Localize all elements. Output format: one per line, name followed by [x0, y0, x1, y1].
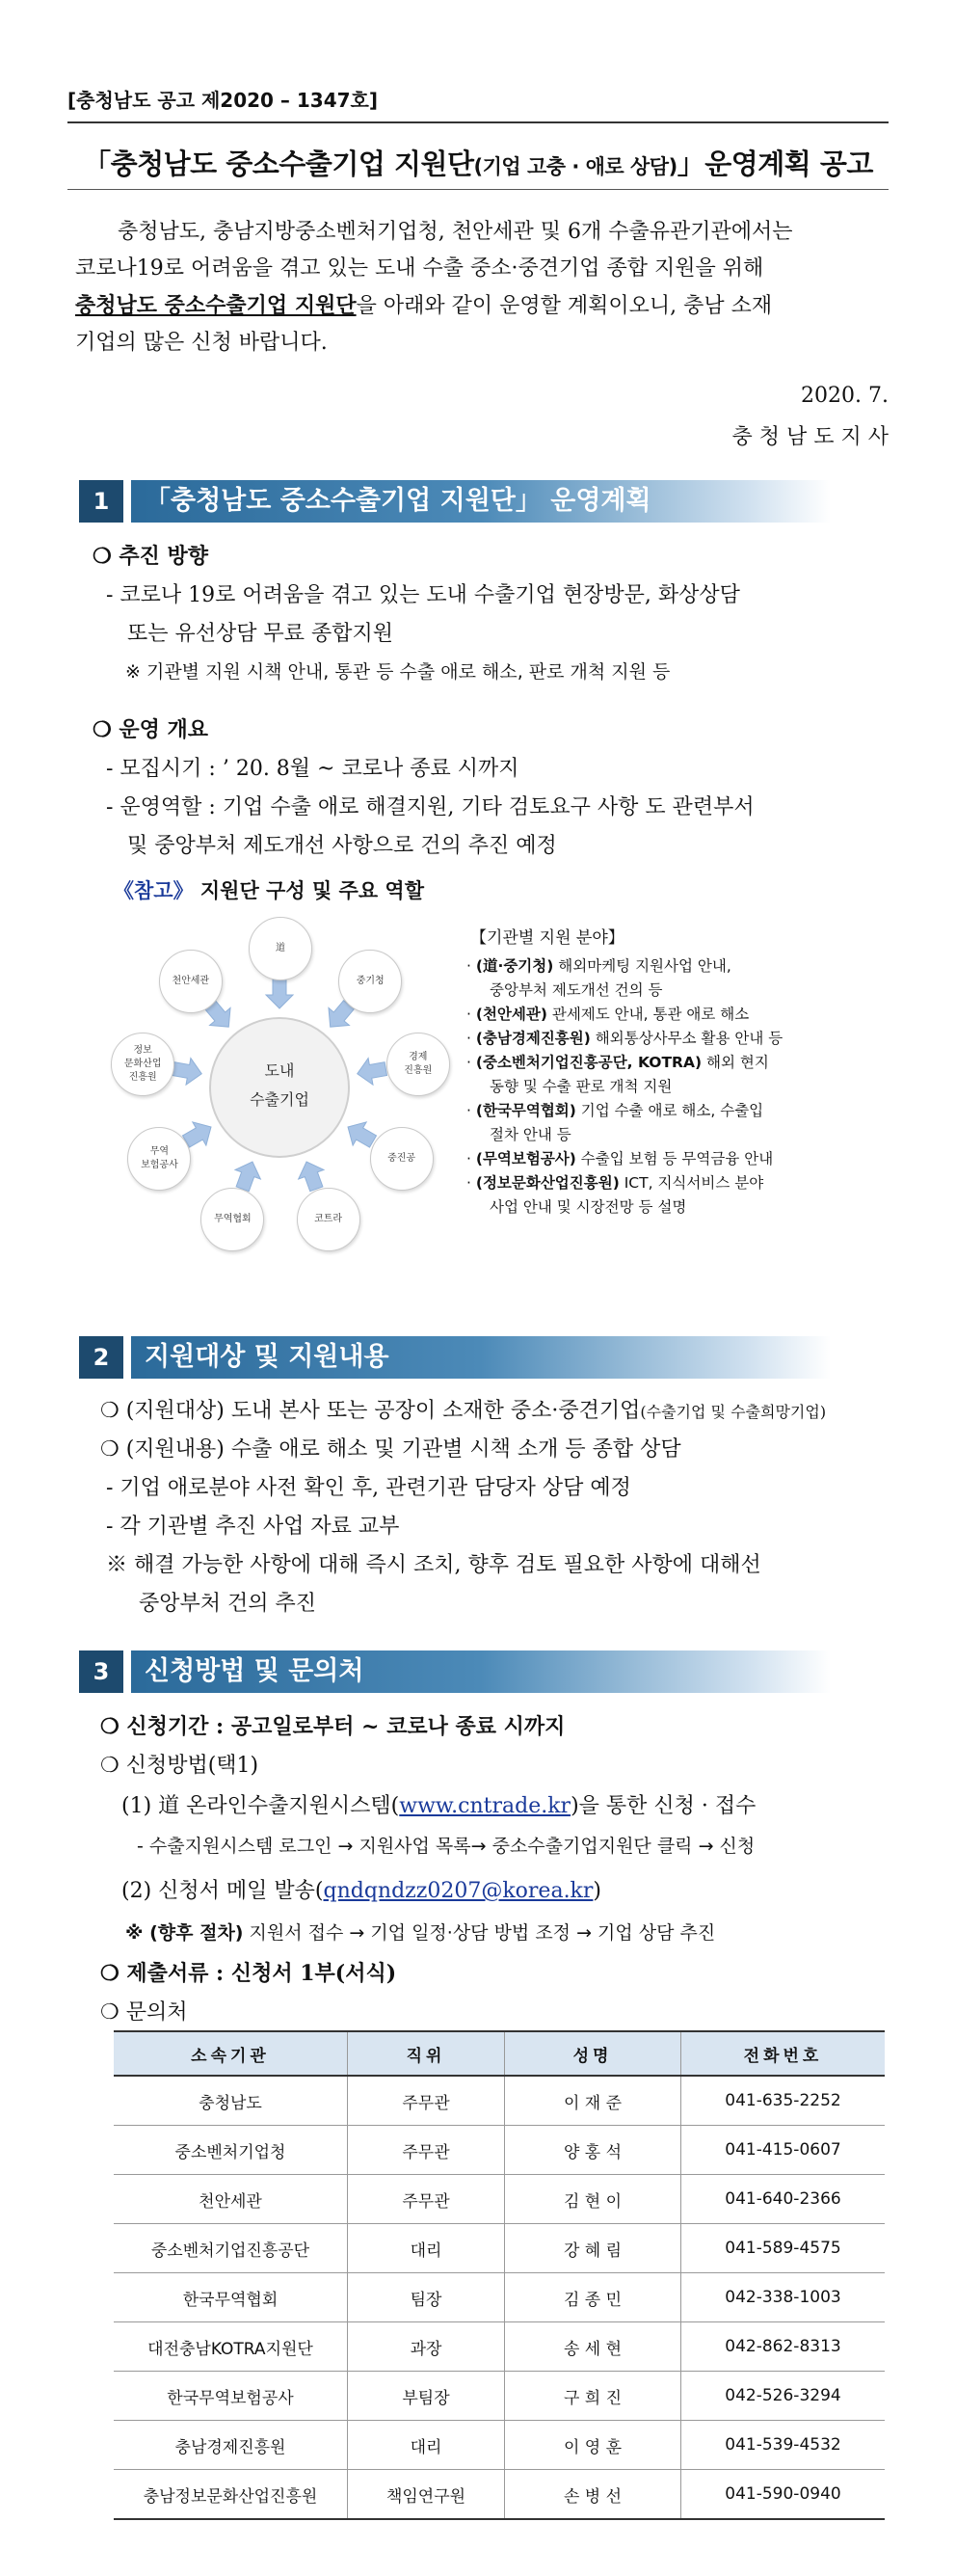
- cell-phone: 041-539-4532: [681, 2421, 886, 2470]
- cell-phone: 042-526-3294: [681, 2372, 886, 2421]
- process-text: 지원서 접수 → 기업 일정·상담 방법 조정 → 기업 상담 추진: [243, 1922, 716, 1944]
- column-header: 직위: [348, 2031, 505, 2076]
- title-main-left: 「충청남도 중소수출기업 지원단: [83, 148, 474, 180]
- support-text: 수출입 보험 등 무역금융 안내: [575, 1150, 774, 1167]
- cell-name: 강 혜 림: [505, 2224, 681, 2273]
- notice-date: 2020. 7.: [801, 384, 889, 408]
- method-1-text: )을 통한 신청 · 접수: [571, 1794, 757, 1818]
- diagram-node: 천안세관: [159, 950, 223, 1013]
- bullet: ·: [466, 957, 476, 975]
- support-text: 해외마케팅 지원사업 안내,: [553, 957, 731, 975]
- cell-name: 이 영 훈: [505, 2421, 681, 2470]
- apply-process: [125, 1919, 715, 1945]
- cell-organization: 천안세관: [114, 2175, 348, 2224]
- notice-number: [충청남도 공고 제2020 – 1347호]: [67, 89, 379, 112]
- table-row: [114, 2175, 885, 2224]
- diagram-center-line: 도내: [264, 1061, 295, 1080]
- diagram-node: 道: [249, 917, 312, 980]
- diagram-node: 코트라: [297, 1188, 360, 1251]
- overview-line: - 모집시기 : ’ 20. 8월 ~ 코로나 종료 시까지: [106, 757, 519, 781]
- cell-position: 대리: [348, 2421, 505, 2470]
- table-row: [114, 2076, 885, 2126]
- content-note: 중앙부처 건의 추진: [139, 1592, 317, 1616]
- support-org: (정보문화산업진흥원): [475, 1174, 620, 1192]
- target-text: ❍ (지원대상) 도내 본사 또는 공장이 소재한 중소·중견기업: [100, 1399, 641, 1423]
- apply-method-1-flow: - 수출지원시스템 로그인 → 지원사업 목록→ 중소수출기업지원단 클릭 → 신청: [137, 1836, 756, 1857]
- table-row: [114, 2470, 885, 2520]
- reference-label: 《참고》: [114, 879, 194, 902]
- support-item: [466, 1099, 910, 1123]
- support-item-continued: 동향 및 수출 판로 개척 지원: [490, 1078, 673, 1095]
- support-org: (한국무역협회): [475, 1102, 576, 1119]
- support-item-continued: 중앙부처 제도개선 건의 등: [490, 981, 663, 999]
- cell-name: 송 세 현: [505, 2322, 681, 2372]
- diagram-node: 중진공: [370, 1127, 434, 1191]
- direction-line: - 코로나 19로 어려움을 겪고 있는 도내 수출기업 현장방문, 화상상담: [106, 583, 740, 607]
- support-text: 해외통상사무소 활용 안내 등: [590, 1030, 783, 1047]
- title-top-rule: [67, 121, 889, 123]
- cell-name: 김 현 이: [505, 2175, 681, 2224]
- intro-line: 충청남도, 충남지방중소벤처기업청, 천안세관 및 6개 수출유관기관에서는: [118, 220, 793, 244]
- cell-organization: 충청남도: [114, 2076, 348, 2126]
- cell-name: 이 재 준: [505, 2076, 681, 2126]
- title-bottom-rule: [67, 189, 889, 190]
- diagram-node: 무역협회: [200, 1188, 264, 1251]
- support-org: (천안세관): [475, 1006, 547, 1023]
- contact-heading: ❍ 문의처: [100, 2000, 188, 2025]
- support-text: 관세제도 안내, 통관 애로 해소: [546, 1006, 750, 1023]
- notice-signer: 충 청 남 도 지 사: [731, 425, 889, 449]
- intro-line: 코로나19로 어려움을 겪고 있는 도내 수출 중소·중견기업 종합 지원을 위해: [75, 256, 764, 281]
- table-row: [114, 2372, 885, 2421]
- cell-position: 대리: [348, 2224, 505, 2273]
- support-item: [466, 1003, 910, 1027]
- cell-organization: 한국무역보험공사: [114, 2372, 348, 2421]
- support-item-continued: 절차 안내 등: [490, 1126, 571, 1143]
- cell-position: 주무관: [348, 2076, 505, 2126]
- section-title: 신청방법 및 문의처: [131, 1650, 831, 1693]
- bullet: ·: [466, 1174, 476, 1192]
- support-item-continued: 사업 안내 및 시장전망 등 설명: [490, 1198, 687, 1216]
- method-2-text: ): [593, 1879, 602, 1903]
- column-header: 성명: [505, 2031, 681, 2076]
- section-1-header: [79, 480, 831, 523]
- support-item: [466, 1051, 910, 1075]
- cell-position: 팀장: [348, 2273, 505, 2322]
- support-org: (충남경제진흥원): [475, 1030, 591, 1047]
- cntrade-link[interactable]: www.cntrade.kr: [399, 1794, 571, 1818]
- support-text: 해외 현지: [702, 1054, 769, 1071]
- overview-line: - 운영역할 : 기업 수출 애로 해결지원, 기타 검토요구 사항 도 관련부서: [106, 795, 755, 819]
- method-1-text: (1) 道 온라인수출지원시스템(: [121, 1794, 400, 1818]
- table-row: [114, 2421, 885, 2470]
- column-header: 소속기관: [114, 2031, 348, 2076]
- cell-phone: 042-862-8313: [681, 2322, 886, 2372]
- apply-period: ❍ 신청기간 : 공고일로부터 ~ 코로나 종료 시까지: [100, 1714, 566, 1739]
- table-header-row: [114, 2031, 885, 2076]
- section-2-header: [79, 1336, 831, 1379]
- cell-position: 주무관: [348, 2175, 505, 2224]
- section-number: 3: [79, 1650, 123, 1693]
- process-label: ※ (향후 절차): [125, 1922, 244, 1944]
- bullet: ·: [466, 1150, 476, 1167]
- support-text: ICT, 지식서비스 분야: [619, 1174, 764, 1192]
- target-small: (수출기업 및 수출희망기업): [640, 1403, 827, 1421]
- support-text: 기업 수출 애로 해소, 수출입: [575, 1102, 764, 1119]
- content-line: - 기업 애로분야 사전 확인 후, 관련기관 담당자 상담 예정: [106, 1476, 631, 1500]
- support-org: (道·중기청): [475, 957, 554, 975]
- support-item: [466, 954, 910, 979]
- support-item: [466, 1147, 910, 1171]
- table-row: [114, 2224, 885, 2273]
- cell-name: 구 희 진: [505, 2372, 681, 2421]
- required-documents: ❍ 제출서류 : 신청서 1부(서식): [100, 1961, 397, 1986]
- cell-organization: 중소벤처기업청: [114, 2126, 348, 2175]
- cell-organization: 한국무역협회: [114, 2273, 348, 2322]
- cell-phone: 041-590-0940: [681, 2470, 886, 2520]
- direction-line: 또는 유선상담 무료 종합지원: [127, 622, 394, 646]
- table-row: [114, 2126, 885, 2175]
- bullet: ·: [466, 1102, 476, 1119]
- cell-name: 김 종 민: [505, 2273, 681, 2322]
- diagram-center: [210, 1057, 349, 1114]
- section-number: 1: [79, 480, 123, 523]
- cell-phone: 042-338-1003: [681, 2273, 886, 2322]
- diagram-node: 경제 진흥원: [386, 1033, 450, 1096]
- title-small: (기업 고충 · 애로 상담): [473, 155, 677, 178]
- intro-highlight: 충청남도 중소수출기업 지원단: [75, 293, 357, 318]
- target-line: [100, 1394, 826, 1424]
- title-main-right: 」운영계획 공고: [677, 148, 873, 180]
- cell-name: 손 병 선: [505, 2470, 681, 2520]
- table-row: [114, 2322, 885, 2372]
- cell-position: 책임연구원: [348, 2470, 505, 2520]
- direction-heading: ❍ 추진 방향: [93, 544, 209, 569]
- cell-organization: 중소벤처기업진흥공단: [114, 2224, 348, 2273]
- support-org: (무역보험공사): [475, 1150, 576, 1167]
- bullet: ·: [466, 1006, 476, 1023]
- content-line: ❍ (지원내용) 수출 애로 해소 및 기관별 시책 소개 등 종합 상담: [100, 1437, 681, 1462]
- content-line: - 각 기관별 추진 사업 자료 교부: [106, 1515, 400, 1539]
- cell-position: 부팀장: [348, 2372, 505, 2421]
- cell-phone: 041-635-2252: [681, 2076, 886, 2126]
- section-3-header: [79, 1650, 831, 1693]
- cell-organization: 충남정보문화산업진흥원: [114, 2470, 348, 2520]
- table-row: [114, 2273, 885, 2322]
- intro-line: 기업의 많은 신청 바랍니다.: [75, 331, 328, 355]
- organization-diagram: [106, 914, 453, 1261]
- apply-method-1: [121, 1789, 756, 1819]
- cell-organization: 충남경제진흥원: [114, 2421, 348, 2470]
- support-org: (중소벤처기업진흥공단, KOTRA): [475, 1054, 703, 1071]
- diagram-node: 무역 보험공사: [127, 1127, 191, 1191]
- intro-line: [75, 287, 894, 325]
- email-link[interactable]: qndqndzz0207@korea.kr: [323, 1879, 594, 1903]
- cell-name: 양 홍 석: [505, 2126, 681, 2175]
- cell-phone: 041-589-4575: [681, 2224, 886, 2273]
- section-number: 2: [79, 1336, 123, 1379]
- direction-note: ※ 기관별 지원 시책 안내, 통관 등 수출 애로 해소, 판로 개척 지원 등: [125, 661, 671, 683]
- contact-table: [114, 2030, 885, 2520]
- support-item: [466, 1027, 910, 1051]
- support-heading: 【기관별 지원 분야】: [470, 928, 624, 948]
- contact-table-body: [114, 2076, 885, 2519]
- support-item: [466, 1171, 910, 1195]
- page-title: [67, 143, 889, 182]
- diagram-node: 정보 문화산업 진흥원: [111, 1033, 174, 1096]
- cell-position: 주무관: [348, 2126, 505, 2175]
- overview-line: 및 중앙부처 제도개선 사항으로 건의 추진 예정: [127, 834, 557, 858]
- section-title: 지원대상 및 지원내용: [131, 1336, 831, 1379]
- diagram-node: 중기청: [338, 950, 402, 1013]
- cell-position: 과장: [348, 2322, 505, 2372]
- bullet: ·: [466, 1030, 476, 1047]
- reference-text: 지원단 구성 및 주요 역할: [199, 879, 424, 902]
- bullet: ·: [466, 1054, 476, 1071]
- apply-method: ❍ 신청방법(택1): [100, 1754, 259, 1778]
- section-title: 「충청남도 중소수출기업 지원단」 운영계획: [131, 480, 831, 523]
- overview-heading: ❍ 운영 개요: [93, 717, 209, 742]
- reference-title: [114, 875, 424, 904]
- cell-phone: 041-640-2366: [681, 2175, 886, 2224]
- diagram-center-line: 수출기업: [250, 1090, 309, 1109]
- cell-phone: 041-415-0607: [681, 2126, 886, 2175]
- intro-paragraph: [75, 214, 894, 362]
- column-header: 전화번호: [681, 2031, 886, 2076]
- support-list: [466, 954, 910, 1220]
- content-note: ※ 해결 가능한 사항에 대해 즉시 조치, 향후 검토 필요한 사항에 대해선: [106, 1553, 761, 1577]
- method-2-text: (2) 신청서 메일 발송(: [121, 1879, 324, 1903]
- apply-method-2: [121, 1874, 601, 1904]
- intro-line-rest: 을 아래와 같이 운영할 계획이오니, 충남 소재: [356, 294, 773, 318]
- cell-organization: 대전충남KOTRA지원단: [114, 2322, 348, 2372]
